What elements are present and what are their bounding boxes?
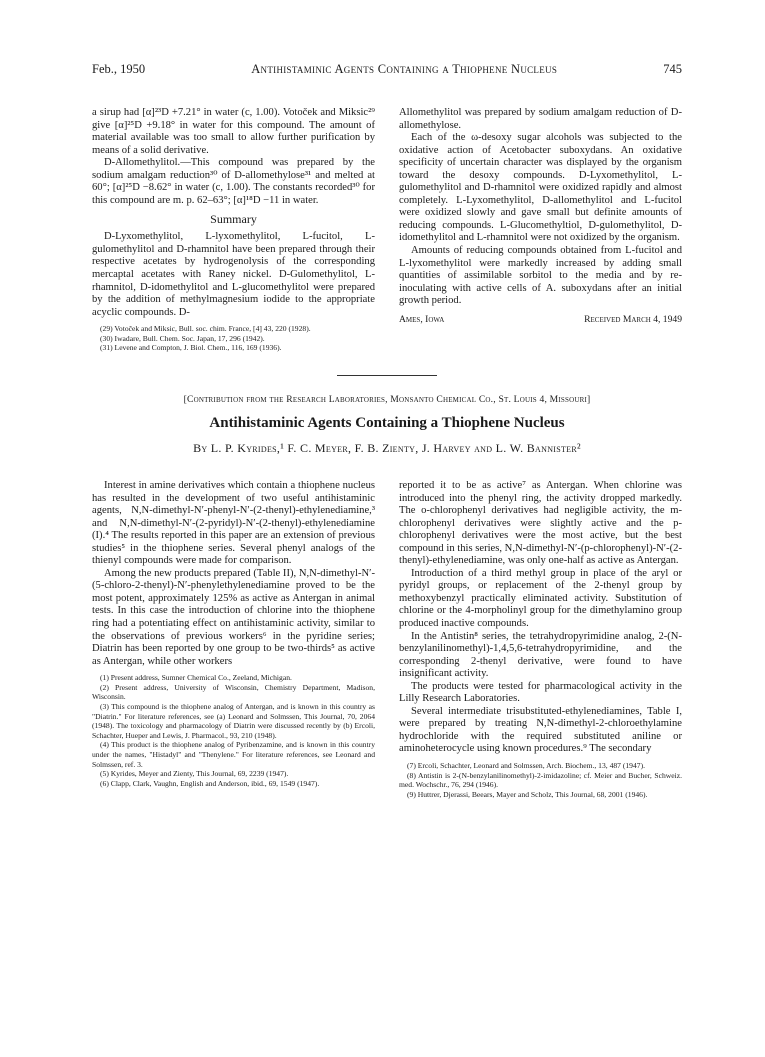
byline: By L. P. Kyrides,¹ F. C. Meyer, F. B. Zienty, J. Harvey and L. W. Bannister² bbox=[193, 440, 581, 455]
footnote: (3) This compound is the thiophene analog of Antergan, and is known in this country as "Diatrin." For literature references, see (a) Leonard and Solmssen, This Journal, 70, 2064 (1948). The toxicology and pharmacology of Diatrin were discussed recently by (b) Ercoli, Schachter, Hueper and Lewis, J. Pharmacol., 93, 210 (1948). bbox=[92, 701, 375, 740]
journal-page bbox=[92, 62, 682, 799]
paragraph: a sirup had [α]²³D +7.21° in water (c, 1.00). Votoček and Miksic²⁹ give [α]²⁵D +9.18° in water for this compound. The amount of material available was too small to allow further purification by means of a solid derivative. bbox=[92, 107, 375, 156]
paragraph: Allomethylitol was prepared by sodium amalgam reduction of D-allomethylose. bbox=[399, 107, 682, 131]
footnotes bbox=[92, 673, 375, 788]
header-date: Feb., 1950 bbox=[92, 62, 146, 76]
received-date: Received March 4, 1949 bbox=[584, 313, 682, 325]
previous-article-section bbox=[92, 107, 682, 353]
paragraph: reported it to be as active⁷ as Antergan. When chlorine was introduced into the phenyl ring, the activity dropped markedly. The o-chlorophenyl derivatives had negligible activity, the m-chlorophenyl derivatives were slightly active and the p-chlorophenyl derivatives were the most active, but the best compound in this series, N,N-dimethyl-N′-(p-chlorophenyl)-N′-(2-thenyl)-ethylenediamine, was only one-half as active as Antergan. bbox=[399, 479, 682, 567]
article-left-column bbox=[92, 480, 375, 799]
paragraph: Several intermediate trisubstituted-ethylenediamines, Table I, were prepared by treating N,N-dimethyl-2-chloroethylamine hydrochloride with the required substituted aniline or aminoheterocycle using known procedures.⁹ The secondary bbox=[399, 705, 682, 755]
contribution-line: [Contribution from the Research Laboratories, Monsanto Chemical Co., St. Louis 4, Missouri] bbox=[183, 393, 591, 405]
article-right-column bbox=[399, 480, 682, 799]
previous-article-left-column bbox=[92, 107, 375, 353]
paragraph: Each of the ω-desoxy sugar alcohols was subjected to the oxidative action of Acetobacter suboxydans. An oxidative specificity of uncertain character was displayed by the organism toward the desoxy compounds. D-Lyxomethylitol, L-gulomethylitol and D-rhamnitol were oxidized rapidly and almost completely. L-Lyxomethylitol, D-allomethylitol and L-fucitol were oxidized slowly and gave small but definite amounts of reducing compounds. L-Glucomethyltiol, D-gulomethylitol, D-idomethylitol and L-rhamnitol were not oxidized by the organism. bbox=[399, 132, 682, 244]
location: Ames, Iowa bbox=[399, 313, 445, 325]
article-title: Antihistaminic Agents Containing a Thiophene Nucleus bbox=[209, 414, 565, 431]
footnote: (6) Clapp, Clark, Vaughn, English and Anderson, ibid., 69, 1549 (1947). bbox=[100, 778, 320, 788]
article-body bbox=[92, 480, 682, 799]
footnote: (1) Present address, Sumner Chemical Co., Zeeland, Michigan. bbox=[100, 673, 292, 683]
summary-heading: Summary bbox=[210, 212, 257, 227]
footnote: (7) Ercoli, Schachter, Leonard and Solmssen, Arch. Biochem., 13, 487 (1947). bbox=[407, 761, 645, 771]
footnote: (30) Iwadare, Bull. Chem. Soc. Japan, 17, 296 (1942). bbox=[100, 333, 265, 343]
paragraph: In the Antistin⁸ series, the tetrahydropyrimidine analog, 2-(N-benzylanilinomethyl)-1,4,5,6-tetrahydropyrimidine, and the corresponding 2-thenyl derivative, were found to have insignificant activity. bbox=[399, 630, 682, 680]
paragraph: Introduction of a third methyl group in place of the aryl or pyridyl groups, or replacement of the 2-thenyl group by methoxybenzyl practically eliminated activity. Substitution of chlorine or the 4-morpholinyl group for the dimethylamino group produced inactive compounds. bbox=[399, 567, 682, 629]
footnote: (2) Present address, University of Wisconsin, Chemistry Department, Madison, Wisconsin. bbox=[92, 682, 375, 702]
footnotes bbox=[92, 324, 375, 353]
paragraph: Amounts of reducing compounds obtained from L-fucitol and L-lyxomethylitol were markedly increased by adding small quantities of assimilable sorbitol to the media and by re-inoculating with active cells of A. suboxydans after an initial growth period. bbox=[399, 245, 682, 307]
previous-article-right-column bbox=[399, 107, 682, 353]
footnote: (4) This product is the thiophene analog of Pyribenzamine, and is known in this country under the names, "Histadyl" and "Thenylene." For literature references, see Leonard and Solmssen, ref. 3. bbox=[92, 740, 375, 769]
paragraph: The products were tested for pharmacological activity in the Lilly Research Laboratories. bbox=[399, 680, 682, 705]
footnote: (31) Levene and Compton, J. Biol. Chem., 116, 169 (1936). bbox=[100, 343, 282, 353]
running-header bbox=[92, 62, 682, 77]
paragraph: Among the new products prepared (Table II), N,N-dimethyl-N′-(5-chloro-2-thenyl)-N′-phenylethylenediamine proved to be the most potent, approximately 125% as active as Antergan in animal tests. In this case the introduction of chlorine into the thiophene ring had a potentiating effect on antihistaminic activity, similar to the observations of previous workers⁶ in the pyridine series; Diatrin has been reported by one group to be two-thirds⁵ as active as Antergan, while other workers bbox=[92, 567, 375, 667]
article-divider bbox=[337, 375, 437, 376]
footnotes bbox=[399, 761, 682, 799]
header-title: Antihistaminic Agents Containing a Thiophene Nucleus bbox=[251, 62, 558, 76]
footnote: (29) Votoček and Miksic, Bull. soc. chim. France, [4] 43, 220 (1928). bbox=[100, 324, 311, 334]
footnote: (8) Antistin is 2-(N-benzylanilinomethyl)-2-imidazoline; cf. Meier and Bucher, Schweiz. med. Wochschr., 76, 294 (1946). bbox=[399, 770, 682, 790]
footnote: (9) Huttrer, Djerassi, Beears, Mayer and Scholz, This Journal, 68, 2001 (1946). bbox=[407, 789, 648, 799]
paragraph: Interest in amine derivatives which contain a thiophene nucleus has resulted in the development of two useful antihistaminic agents, N,N-dimethyl-N′-phenyl-N′-(2-thenyl)-ethylenediamine,³ and N,N-dimethyl-N′-(2-pyridyl)-N′-(2-thenyl)-ethylenediamine (I).⁴ The results reported in this paper are an extension of previous studies⁵ in the thiophene series. Several phenyl analogs of the thienyl compounds were made for comparison. bbox=[92, 479, 375, 567]
paragraph: D-Lyxomethylitol, L-lyxomethylitol, L-fucitol, L-gulomethylitol and D-rhamnitol have been prepared through their respective acetates by hydrogenolysis of the corresponding mercaptal acetates with Raney nickel. D-Gulomethylitol, L-rhamnitol, D-idomethylitol and L-glucomethylitol were prepared by the addition of methylmagnesium iodide to the appropriate acyclic compounds. D- bbox=[92, 231, 375, 318]
footnote: (5) Kyrides, Meyer and Zienty, This Journal, 69, 2239 (1947). bbox=[100, 769, 289, 779]
paragraph: D-Allomethylitol.—This compound was prepared by the sodium amalgam reduction³⁰ of D-allomethylose³¹ and melted at 60°; [α]²⁵D −8.62° in water (c, 1.00). The constants recorded³⁰ for this compound are m. p. 62–63°; [α]¹⁸D −11 in water. bbox=[92, 157, 375, 206]
signoff bbox=[399, 314, 682, 325]
page-number: 745 bbox=[663, 62, 682, 76]
